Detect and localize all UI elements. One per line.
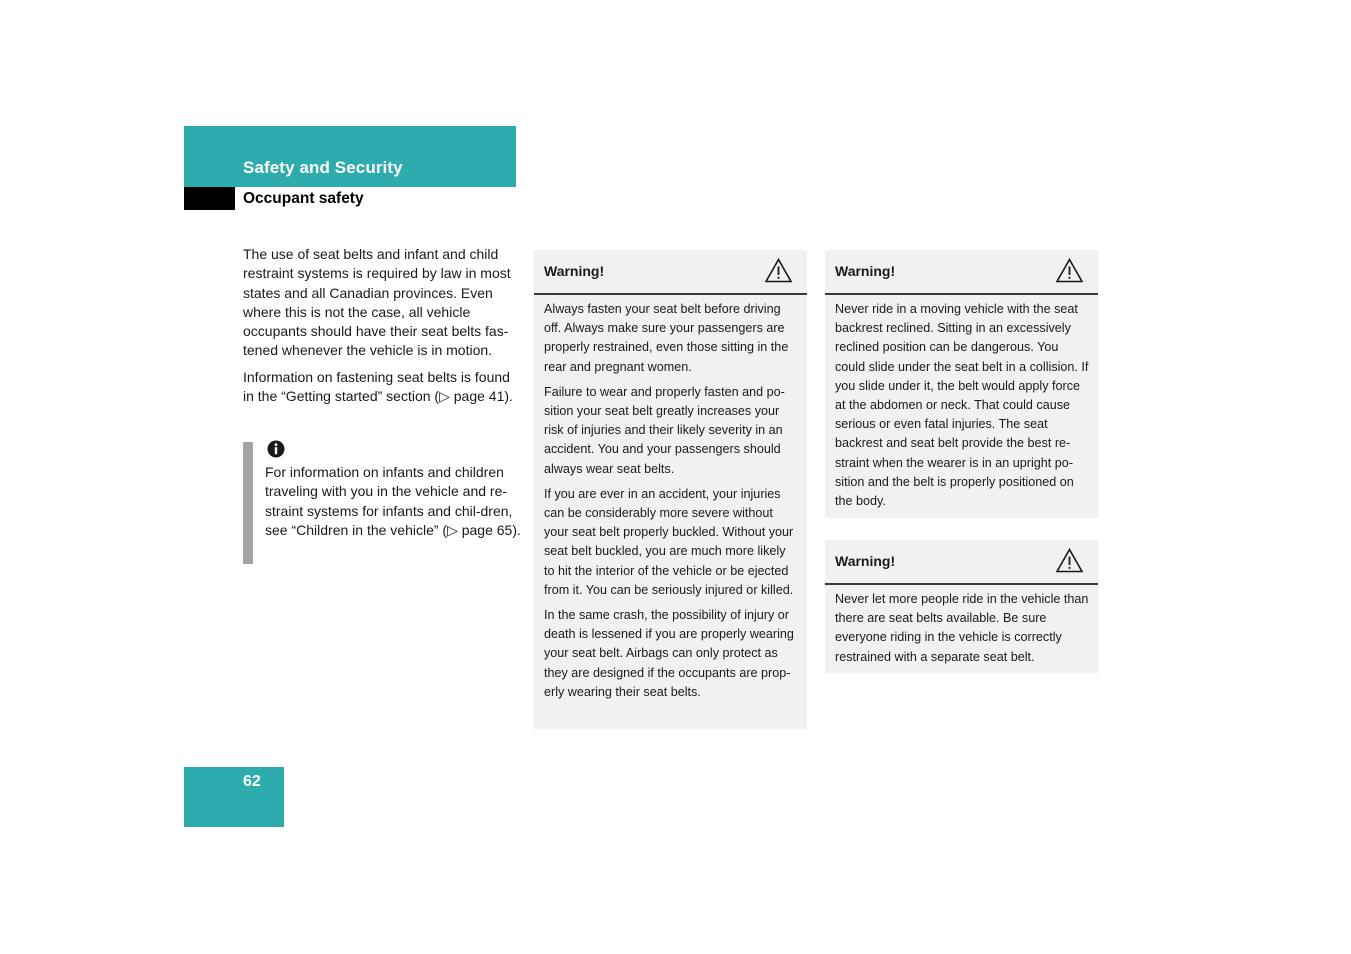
warning-label: Warning!	[544, 263, 605, 279]
section-marker-tab	[184, 187, 235, 210]
info-note-text: For information on infants and children traveling with you in the vehicle and re-straint systems for infants and chil-dren, see “Children in the vehicle” (▷ page 65).	[265, 464, 521, 538]
main-column	[243, 245, 519, 413]
warning-paragraph: If you are ever in an accident, your injuries can be considerably more severe without your seat belt properly buckled. Without your seat belt buckled, you are much more likely to hit the interior of the vehicle or be ejected from it. You can be seriously injured or killed.	[544, 486, 794, 597]
warning-triangle-icon	[1056, 258, 1083, 288]
warning-body	[534, 295, 807, 714]
warning-box-reclined-seat	[825, 250, 1098, 518]
warning-body	[825, 585, 1098, 679]
warning-header	[825, 250, 1098, 295]
warning-paragraph: Always fasten your seat belt before driving off. Always make sure your passengers are properly restrained, even those sitting in the rear and pregnant women.	[544, 302, 789, 374]
warning-box-seat-belt	[534, 250, 807, 729]
warning-triangle-icon	[765, 258, 792, 288]
subsection-title: Occupant safety	[243, 190, 364, 207]
info-icon	[267, 440, 285, 463]
page-number-box	[184, 767, 284, 827]
body-paragraph: Information on fastening seat belts is found in the “Getting started” section (▷ page 41).	[243, 368, 513, 405]
warning-label: Warning!	[835, 263, 896, 279]
warning-header	[534, 250, 807, 295]
warning-box-passenger-count	[825, 540, 1098, 673]
warning-paragraph: Failure to wear and properly fasten and po-sition your seat belt greatly increases your risk of injuries and their likely severity in an accident. You and your passengers should always wear seat belts.	[544, 384, 785, 476]
page-number: 62	[243, 773, 261, 790]
info-note-bar	[243, 442, 253, 564]
section-title: Safety and Security	[243, 158, 403, 177]
warning-paragraph: In the same crash, the possibility of injury or death is lessened if you are properly wearing your seat belt. Airbags can only protect as they are designed if the occupants are prop-erly wearing their seat belts.	[544, 608, 794, 699]
warning-label: Warning!	[835, 553, 896, 569]
warning-header	[825, 540, 1098, 585]
warning-body	[825, 295, 1098, 523]
warning-paragraph: Never let more people ride in the vehicle than there are seat belts available. Be sure everyone riding in the vehicle is correctly restrained with a separate seat belt.	[835, 592, 1089, 664]
warning-triangle-icon	[1056, 548, 1083, 578]
warning-paragraph: Never ride in a moving vehicle with the seat backrest reclined. Sitting in an excessively reclined position can be dangerous. You could slide under the seat belt in a collision. If you slide under it, the belt would apply force at the abdomen or neck. That could cause serious or even fatal injuries. The seat backrest and seat belt provide the best re-straint when the wearer is in an upright po-sition and the belt is properly positioned on the body.	[835, 302, 1089, 509]
body-paragraph: The use of seat belts and infant and child restraint systems is required by law in most states and all Canadian provinces. Even where this is not the case, all vehicle occupants should have their seat belts fas-tened whenever the vehicle is in motion.	[243, 246, 511, 359]
